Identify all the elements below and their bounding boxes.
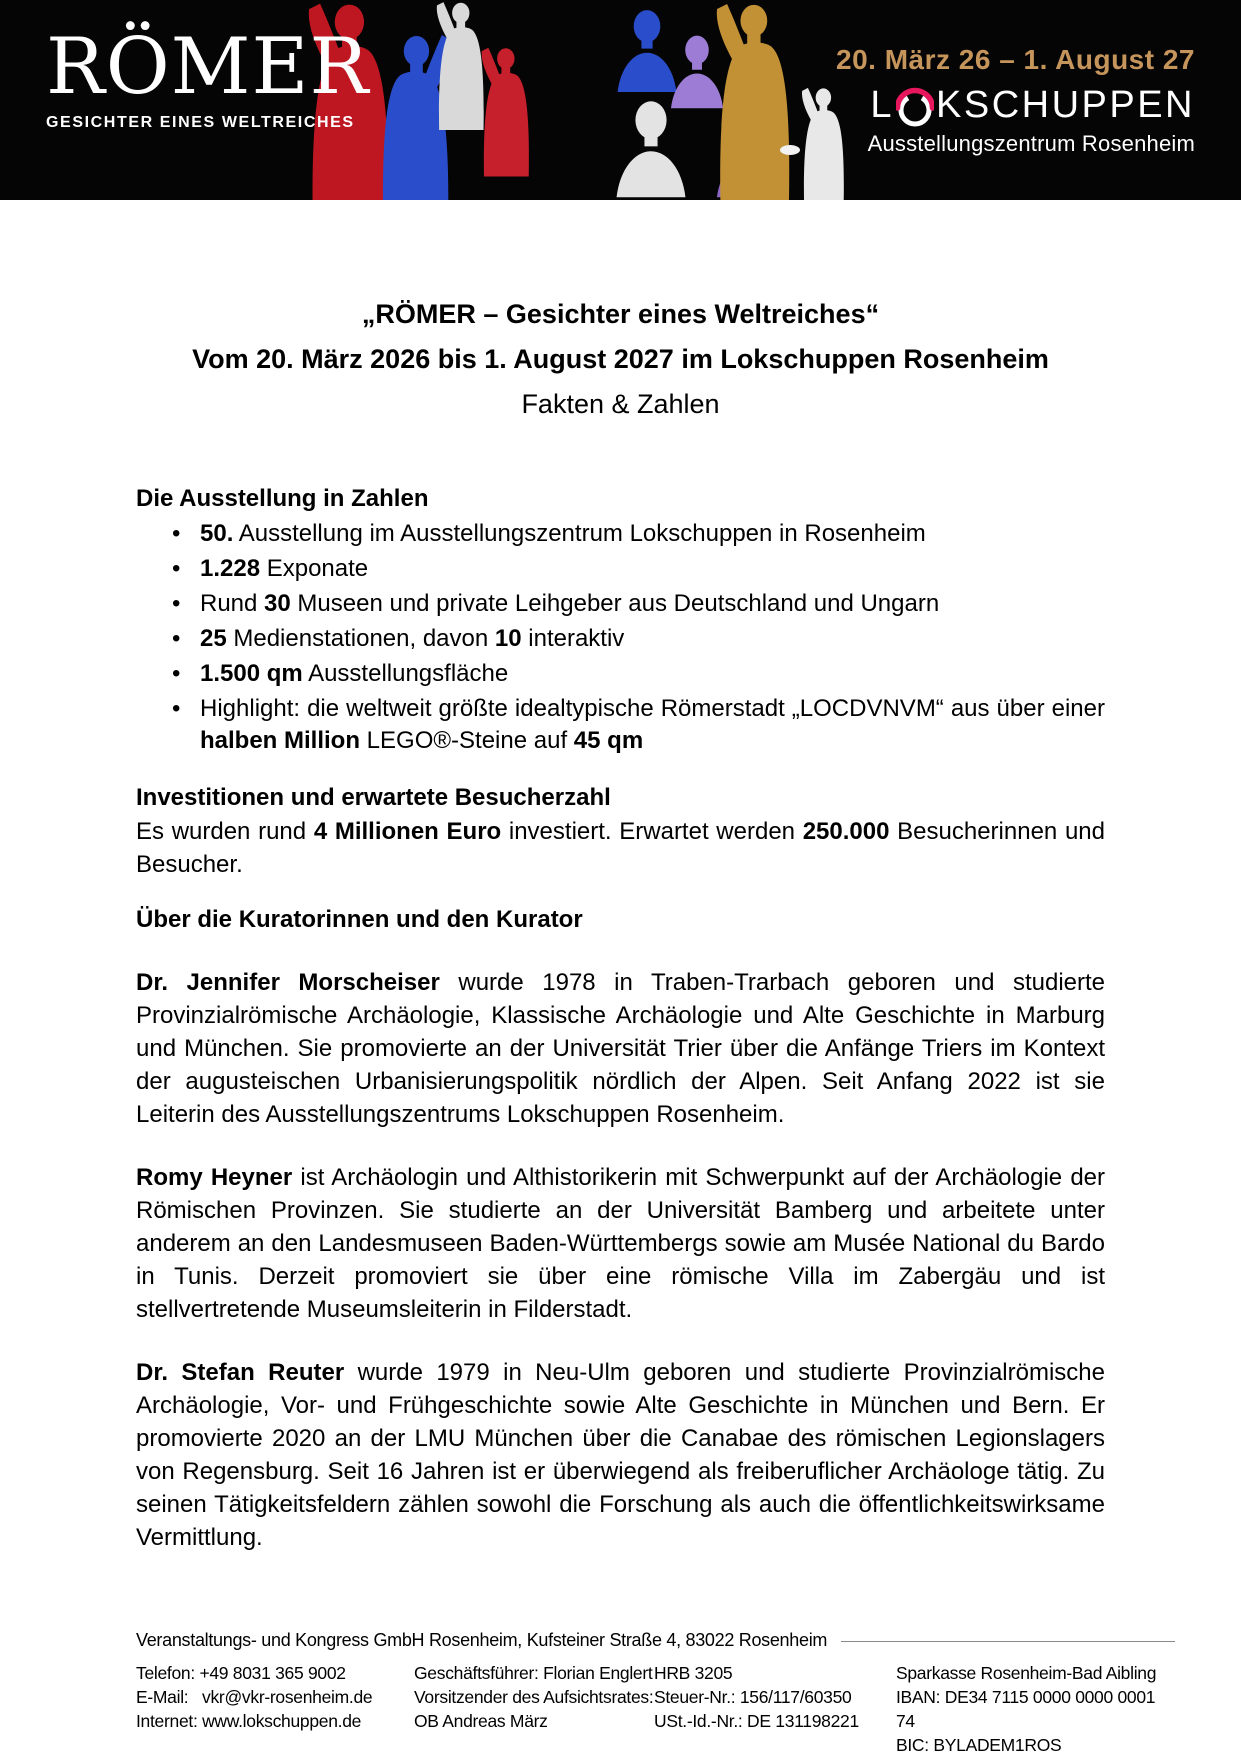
- footer-bic: BIC: BYLADEM1ROS: [896, 1735, 1062, 1755]
- document-footer: [136, 1630, 1175, 1757]
- lokschuppen-o-icon: [896, 82, 934, 128]
- kurator-paragraph-morscheiser: Dr. Jennifer Morscheiser wurde 1978 in Traben-Trarbach geboren und studierte Provinzialrömische Archäologie, Klassische Archäologie und Alte Geschichte in Marburg und München. Sie promovierte an der Universität Trier über die Anfänge Triers im Kontext der augusteischen Urbanisierungspolitik nördlich der Alpen. Seit Anfang 2022 ist sie Leiterin des Ausstellungszentrums Lokschuppen Rosenheim.: [136, 969, 1105, 1128]
- fact-item: • Rund 30 Museen und private Leihgeber aus Deutschland und Ungarn: [136, 588, 1105, 620]
- footer-vat-id: USt.-Id.-Nr.: DE 131198221: [654, 1711, 859, 1731]
- logo-title: RÖMER: [46, 22, 370, 112]
- section-heading-investitionen: Investitionen und erwartete Besucherzahl: [136, 784, 611, 811]
- fact-item: • Highlight: die weltweit größte idealtypische Römerstadt „LOCDVNVM“ aus über einer halben Million LEGO®-Steine auf 45 qm: [136, 693, 1105, 757]
- section-heading-kuratoren: Über die Kuratorinnen und den Kurator: [136, 906, 583, 933]
- statue-purple-bust-1: [671, 36, 723, 109]
- fact-item: • 50. Ausstellung im Ausstellungszentrum Lokschuppen in Rosenheim: [136, 518, 1105, 550]
- footer-registry-column: [654, 1661, 896, 1757]
- fact-item: • 1.228 Exponate: [136, 553, 1105, 585]
- footer-company-line: [136, 1630, 1175, 1651]
- footer-columns: [136, 1661, 1175, 1757]
- document-title-line3: Fakten & Zahlen: [521, 389, 720, 419]
- footer-board-title: Vorsitzender des Aufsichtsrates:: [414, 1687, 654, 1707]
- footer-bank-column: [896, 1661, 1175, 1757]
- exhibition-logo: [46, 24, 369, 132]
- document-content: [0, 200, 1241, 1554]
- document-title-line2: Vom 20. März 2026 bis 1. August 2027 im Lokschuppen Rosenheim: [192, 344, 1049, 374]
- statue-collage-image: [288, 0, 868, 200]
- kurator-paragraph-heyner: Romy Heyner ist Archäologin und Althistorikerin mit Schwerpunkt auf der Archäologie der Römischen Provinzen. Sie studierte an der Universität Bamberg und arbeitete unter anderem an den Landesmuseen Baden-Württembergs sowie am Musée National du Bardo in Tunis. Derzeit promoviert sie über eine römische Villa im Zabergäu und ist stellvertretende Museumsleiterin in Filderstadt.: [136, 1164, 1105, 1323]
- lokschuppen-logo-rest: KSCHUPPEN: [936, 83, 1195, 126]
- kurator-paragraph-reuter: Dr. Stefan Reuter wurde 1979 in Neu-Ulm geboren und studierte Provinzialrömische Archäologie, Vor- und Frühgeschichte sowie Alte Geschichte in München und Bern. Er promovierte 2020 an der LMU München über die Canabae des römischen Legionslagers von Regensburg. Seit 16 Jahren ist er überwiegend als freiberuflicher Archäologe tätig. Zu seinen Tätigkeitsfeldern zählen sowohl die Forschung als auch die öffentlichkeitswirksame Vermittlung.: [136, 1359, 1105, 1551]
- fact-item: • 1.500 qm Ausstellungsfläche: [136, 658, 1105, 690]
- section-heading-zahlen: Die Ausstellung in Zahlen: [136, 485, 429, 512]
- header-banner: [0, 0, 1241, 200]
- document-title-block: [136, 200, 1105, 427]
- logo-subtitle: GESICHTER EINES WELTREICHES: [46, 114, 355, 132]
- footer-iban: IBAN: DE34 7115 0000 0000 0001 74: [896, 1687, 1156, 1731]
- venue-block: [836, 44, 1195, 157]
- statue-gold-figure: [717, 4, 789, 200]
- fact-item: • 25 Medienstationen, davon 10 interaktiv: [136, 623, 1105, 655]
- investitionen-paragraph: Es wurden rund 4 Millionen Euro investiert. Erwartet werden 250.000 Besucherinnen und Besucher.: [136, 818, 1105, 878]
- footer-tax-number: Steuer-Nr.: 156/117/60350: [654, 1687, 852, 1707]
- lokschuppen-logo: [836, 82, 1195, 128]
- footer-company-text: Veranstaltungs- und Kongress GmbH Rosenheim, Kufsteiner Straße 4, 83022 Rosenheim: [136, 1630, 828, 1650]
- document-title-line1: „RÖMER – Gesichter eines Weltreiches“: [361, 299, 880, 329]
- statue-bowl: [780, 145, 800, 155]
- statue-white-bust: [617, 101, 686, 197]
- footer-management-column: [414, 1661, 654, 1757]
- footer-email: E-Mail: vkr@vkr-rosenheim.de: [136, 1687, 373, 1707]
- venue-subtitle: Ausstellungszentrum Rosenheim: [867, 131, 1195, 156]
- statue-white-figure-top: [437, 2, 484, 130]
- footer-hrb: HRB 3205: [654, 1663, 733, 1683]
- statue-red-female: [482, 48, 529, 177]
- exhibition-date-range: 20. März 26 – 1. August 27: [836, 44, 1195, 75]
- footer-website: Internet: www.lokschuppen.de: [136, 1711, 362, 1731]
- lokschuppen-logo-l: L: [870, 83, 894, 126]
- footer-divider-line: [841, 1641, 1175, 1642]
- statue-blue-bust: [618, 10, 677, 92]
- facts-list: [136, 518, 1105, 757]
- footer-phone: Telefon: +49 8031 365 9002: [136, 1663, 346, 1683]
- footer-contact-column: [136, 1661, 414, 1757]
- footer-board-name: OB Andreas März: [414, 1711, 548, 1731]
- footer-bank-name: Sparkasse Rosenheim-Bad Aibling: [896, 1663, 1157, 1683]
- footer-ceo: Geschäftsführer: Florian Englert: [414, 1663, 653, 1683]
